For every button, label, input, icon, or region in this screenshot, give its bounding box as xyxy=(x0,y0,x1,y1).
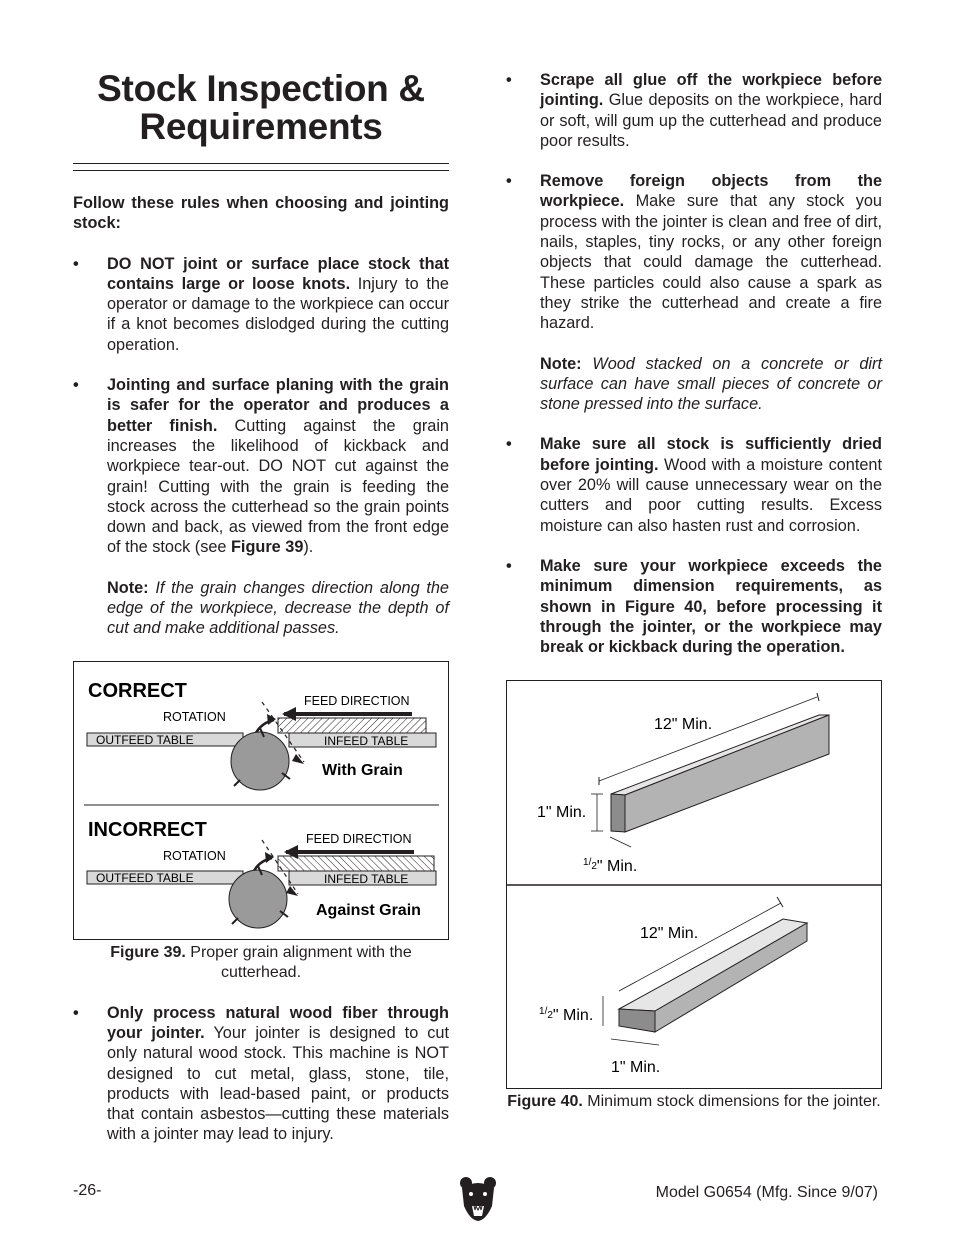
label-correct: CORRECT xyxy=(88,679,187,702)
figure-40 xyxy=(506,680,882,1089)
bullet-dried: • Make sure all stock is sufficiently dried before jointing. Wood with a moisture content over 20% will cause unnecessary wear on the cutters and poor cutting results. Excess moisture can also hasten rust and corrosion. xyxy=(506,435,882,535)
page-number: -26- xyxy=(73,1182,102,1199)
label-12-min-bottom: 12" Min. xyxy=(640,925,699,943)
svg-text:INFEED TABLE: INFEED TABLE xyxy=(324,733,409,748)
bullet-glue: • Scrape all glue off the workpiece before jointing. Glue deposits on the workpiece, hard or soft, will gum up the cutterhead and produce poor results. xyxy=(506,71,882,150)
bullet-dimensions: • Make sure your workpiece exceeds the minimum dimension requirements, as shown in Figure 40, before processing it through the jointer, or the workpiece may break or kickback during the operation. xyxy=(506,556,882,657)
svg-text:OUTFEED TABLE: OUTFEED TABLE xyxy=(96,870,194,885)
label-feed-direction-1: FEED DIRECTION xyxy=(304,693,410,708)
page-title: Stock Inspection & Requirements xyxy=(97,68,425,147)
workpiece-2 xyxy=(278,856,434,871)
intro-text: Follow these rules when choosing and jointing stock: xyxy=(73,194,449,233)
bullet-foreign-objects: • Remove foreign objects from the workpiece. Make sure that any stock you process with the jointer is clean and free of dirt, nails, staples, tiny rocks, or any other foreign objects that could damage the cutterhead. These particles could also cause a spark as they strike the cutterhead and create a fire hazard. xyxy=(506,172,882,333)
label-half-min-bottom: $^1/_2$" Min. xyxy=(539,1006,594,1025)
model-footer: Model G0654 (Mfg. Since 9/07) xyxy=(655,1184,878,1201)
dimension-diagram xyxy=(507,681,881,1088)
bullet-natural-wood: • Only process natural wood fiber through your jointer. Your jointer is designed to cut only natural wood stock. This machine is NOT designed to cut metal, glass, stone, tile, products with lead-based paint, or products that contain asbestos—cutting these materials with a jointer may lead to injury. xyxy=(73,1003,449,1144)
label-rotation-1: ROTATION xyxy=(163,709,226,724)
bear-logo-icon xyxy=(458,1176,498,1227)
note-concrete: Note: Wood stacked on a concrete or dirt surface can have small pieces of concrete or stone pressed into the surface. xyxy=(540,354,882,414)
figure-39 xyxy=(73,661,449,940)
bullet-knots: • DO NOT joint or surface place stock that contains large or loose knots. Injury to the operator or damage to the workpiece can occur if a knot becomes dislodged during the cutting operation. xyxy=(73,254,449,354)
label-1-min-bottom: 1" Min. xyxy=(611,1059,661,1077)
figure-40-caption: Figure 40. Minimum stock dimensions for the jointer. xyxy=(507,1093,881,1111)
label-1-min-top: 1" Min. xyxy=(537,804,587,822)
svg-text:INFEED TABLE: INFEED TABLE xyxy=(324,871,409,886)
bullet-grain: • Jointing and surface planing with the grain is safer for the operator and produces a better finish. Cutting against the grain increases the likelihood of kickback and workpiece tear-out. DO NOT cut against the grain! Cutting with the grain is feeding the stock across the cutterhead so the grain points down and back, as viewed from the front edge of the stock (see Figure 39). xyxy=(73,376,449,557)
title-rule xyxy=(73,163,449,171)
figure-39-caption: Figure 39. Proper grain alignment with the cutterhead. xyxy=(110,943,412,981)
right-column xyxy=(506,70,882,1112)
note-grain: Note: If the grain changes direction along the edge of the workpiece, decrease the depth of cut and make additional passes. xyxy=(107,578,449,638)
workpiece-1 xyxy=(278,718,426,733)
label-rotation-2: ROTATION xyxy=(163,848,226,863)
grain-diagram xyxy=(74,662,448,939)
label-half-min-top: $^1/_2$" Min. xyxy=(583,857,638,876)
left-column xyxy=(73,70,449,1145)
label-feed-direction-2: FEED DIRECTION xyxy=(306,831,412,846)
label-incorrect: INCORRECT xyxy=(88,818,207,841)
label-with-grain: With Grain xyxy=(322,761,403,779)
svg-text:OUTFEED TABLE: OUTFEED TABLE xyxy=(96,732,194,747)
label-against-grain: Against Grain xyxy=(316,901,421,919)
label-12-min-top: 12" Min. xyxy=(654,716,713,734)
